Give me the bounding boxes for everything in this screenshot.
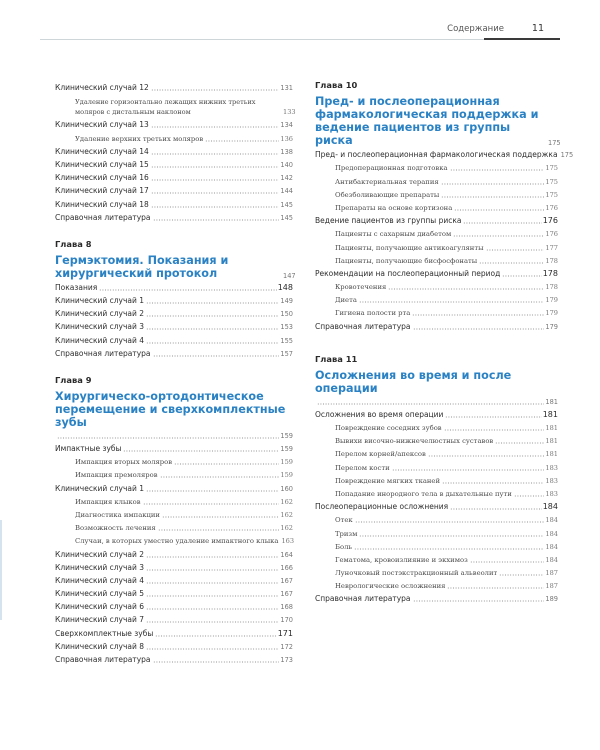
entry-title: Клинический случай 17 <box>55 186 149 196</box>
entry-title: Антибактериальная терапия <box>335 177 439 186</box>
entry-title: Послеоперационные осложнения <box>315 502 449 512</box>
entry-title: Клинический случай 3 <box>55 322 145 332</box>
toc-entry[interactable] <box>55 586 293 599</box>
toc-subentry[interactable] <box>55 507 293 520</box>
toc-entry[interactable] <box>55 332 293 345</box>
toc-subentry[interactable] <box>315 525 558 538</box>
page-ref: 167 <box>280 576 293 585</box>
leader-dots <box>454 209 544 211</box>
page-ref: 175 <box>545 177 558 186</box>
toc-column-right <box>315 80 574 604</box>
page-ref: 183 <box>545 476 558 485</box>
leader-dots <box>146 556 279 558</box>
toc-entry[interactable] <box>55 293 293 306</box>
leader-dots <box>355 521 545 523</box>
toc-subentry[interactable] <box>315 459 558 472</box>
page-ref: 175 <box>560 151 574 160</box>
entry-title: Клинический случай 6 <box>55 602 145 612</box>
chapter-8 <box>55 238 296 359</box>
toc-entry[interactable] <box>55 319 293 332</box>
leader-dots <box>174 463 279 465</box>
toc-list <box>315 407 558 605</box>
leader-dots <box>388 288 544 290</box>
leader-dots <box>153 355 280 357</box>
toc-entry[interactable] <box>55 441 293 454</box>
entry-title: Тризм <box>335 529 358 538</box>
page-ref: 178 <box>542 268 558 278</box>
chapter-title-row[interactable] <box>315 91 561 147</box>
chapter-title: Гермэктомия. Показания и хирургический протокол <box>55 253 229 280</box>
leader-dots <box>146 342 279 344</box>
entry-title: Сверхкомплектные зубы <box>55 628 154 638</box>
leader-dots <box>151 89 280 91</box>
toc-entry[interactable] <box>315 147 574 160</box>
toc-subentry[interactable] <box>315 420 558 433</box>
page-ref: 176 <box>545 203 558 212</box>
entry-title: Диагностика импакции <box>75 510 160 519</box>
page-ref: 173 <box>280 656 293 664</box>
toc-entry[interactable] <box>55 210 293 223</box>
page-ref: 184 <box>542 502 558 512</box>
page-ref: 159 <box>280 458 293 467</box>
leader-dots <box>486 249 545 251</box>
chapter-label: Глава 10 <box>315 80 358 90</box>
leader-dots <box>146 582 279 584</box>
entry-title: Клинический случай 7 <box>55 615 145 625</box>
leader-dots <box>162 516 279 518</box>
leader-dots <box>441 183 545 185</box>
leader-dots <box>441 196 544 198</box>
entry-title: Неврологические осложнения <box>335 582 446 591</box>
leader-dots <box>146 608 279 610</box>
leader-dots <box>151 126 280 128</box>
toc-entry[interactable] <box>315 591 558 604</box>
page-ref: 181 <box>545 397 558 406</box>
page-ref: 159 <box>280 431 293 440</box>
leader-dots <box>428 455 545 457</box>
chapter-9 <box>55 375 293 665</box>
toc-column-left <box>55 80 296 665</box>
entry-title: Повреждение мягких тканей <box>335 476 440 485</box>
entry-title: Пред- и послеоперационная фармакологическая поддержка <box>315 150 558 160</box>
page-ref: 187 <box>545 569 558 578</box>
toc-subentry[interactable] <box>315 239 558 252</box>
toc-subentry[interactable] <box>315 279 558 292</box>
entry-title: Вывихи височно-нижнечелюстных суставов <box>335 437 494 446</box>
toc-entry[interactable] <box>55 157 293 170</box>
toc-entry[interactable] <box>55 346 293 359</box>
page-ref: 140 <box>280 160 293 169</box>
page-ref: 144 <box>280 187 293 196</box>
leader-dots <box>146 621 279 623</box>
toc-subentry[interactable] <box>315 486 558 499</box>
entry-title: Обезболивающие препараты <box>335 190 440 199</box>
leader-dots <box>158 529 280 531</box>
entry-title: Луночковый постэкстракционный альвеолит <box>335 569 498 578</box>
page-ref: 162 <box>280 497 293 506</box>
page-ref: 159 <box>280 471 293 480</box>
toc-list <box>55 441 293 665</box>
entry-title: Гигиена полости рта <box>335 309 411 318</box>
page-number: 11 <box>531 23 544 34</box>
entry-title: Справочная литература <box>315 594 411 604</box>
entry-title: Осложнения во время операции <box>315 409 444 419</box>
leader-dots <box>359 535 544 537</box>
toc-subentry[interactable] <box>315 539 558 552</box>
entry-title: Ведение пациентов из группы риска <box>315 216 462 226</box>
toc-entry[interactable] <box>55 183 293 196</box>
leader-dots <box>463 222 541 224</box>
leader-dots <box>151 166 280 168</box>
toc-subentry[interactable] <box>315 433 558 446</box>
toc-entry[interactable] <box>55 546 293 559</box>
entry-title: Справочная литература <box>55 348 151 358</box>
page-ref: 162 <box>280 524 293 533</box>
toc-subentry[interactable] <box>55 130 293 143</box>
leader-dots <box>442 482 544 484</box>
page-ref: 178 <box>545 283 558 292</box>
leader-dots <box>146 315 279 317</box>
entry-title: Случаи, в которых уместно удаление импактного клыка <box>75 537 279 546</box>
leader-dots <box>146 648 279 650</box>
entry-title: Предоперационная подготовка <box>335 164 448 173</box>
entry-title: Повреждение соседних зубов <box>335 424 442 432</box>
entry-title: Импакция вторых моляров <box>75 458 173 467</box>
leader-dots <box>151 206 280 208</box>
page-ref: 184 <box>545 542 558 551</box>
toc-list-continued <box>55 80 296 223</box>
leader-dots <box>146 569 279 571</box>
page-ref: 187 <box>545 582 558 591</box>
toc-entry[interactable] <box>315 407 558 420</box>
page-ref: 177 <box>545 243 558 252</box>
toc-subentry[interactable] <box>55 93 296 117</box>
page-ref: 160 <box>280 484 293 493</box>
toc-subentry[interactable] <box>55 533 293 546</box>
page-ref: 155 <box>280 336 293 345</box>
leader-dots <box>57 437 279 439</box>
entry-title: Клинический случай 15 <box>55 159 149 169</box>
entry-title: Рекомендации на послеоперационный период <box>315 268 501 278</box>
entry-title: Пациенты, получающие бисфосфонаты <box>335 256 478 265</box>
toc-subentry[interactable] <box>315 253 558 266</box>
leader-dots <box>470 561 545 563</box>
toc-entry[interactable] <box>315 499 558 512</box>
page-ref: 184 <box>545 529 558 538</box>
toc-subentry[interactable] <box>315 512 558 525</box>
toc-subentry[interactable] <box>315 552 558 565</box>
entry-title: Справочная литература <box>55 655 151 664</box>
leader-dots <box>502 275 541 277</box>
leader-dots <box>205 140 279 142</box>
entry-title: Боль <box>335 542 353 551</box>
leader-dots <box>499 574 544 576</box>
leader-dots <box>146 328 279 330</box>
toc-list <box>55 280 293 359</box>
entry-title: Клинический случай 12 <box>55 83 149 93</box>
toc-subentry[interactable] <box>315 305 558 318</box>
page-ref: 181 <box>545 437 558 446</box>
leader-dots <box>143 503 280 505</box>
toc-entry[interactable] <box>55 306 293 319</box>
entry-title: Попадание инородного тела в дыхательные пути <box>335 489 512 498</box>
entry-title: Удаление горизонтально лежащих нижних третьих моляров с дистальным наклоном <box>75 98 256 117</box>
toc-subentry[interactable] <box>315 160 558 173</box>
leader-dots <box>392 469 545 471</box>
chapter-title[interactable]: Хирургическо-ортодонтическое перемещение и сверхкомплектные зубы <box>55 389 286 429</box>
page-ref: 179 <box>545 296 558 305</box>
page-ref: 148 <box>277 282 293 292</box>
entry-title: Импакция клыков <box>75 497 141 506</box>
entry-title: Клинический случай 8 <box>55 641 145 651</box>
toc-subentry[interactable] <box>315 578 558 591</box>
toc-subentry[interactable] <box>315 173 558 186</box>
toc-entry[interactable] <box>55 612 293 625</box>
leader-dots <box>317 403 544 405</box>
page-ref: 171 <box>277 628 293 638</box>
page-ref: 162 <box>280 510 293 519</box>
leader-dots <box>412 314 544 316</box>
entry-title: Справочная литература <box>315 321 411 331</box>
toc-subentry[interactable] <box>55 467 293 480</box>
header-rule <box>484 38 560 40</box>
page-ref: 164 <box>280 550 293 559</box>
page-ref: 175 <box>545 164 558 173</box>
leader-dots <box>160 476 280 478</box>
page-ref: 181 <box>545 450 558 459</box>
page-ref: 168 <box>280 603 293 612</box>
chapter-10 <box>315 80 574 332</box>
toc-subentry[interactable] <box>315 473 558 486</box>
entry-title: Клинический случай 18 <box>55 199 149 209</box>
entry-title: Справочная литература <box>55 212 151 222</box>
page-ref: 134 <box>280 121 293 130</box>
toc-entry[interactable] <box>55 573 293 586</box>
chapter-label: Глава 11 <box>315 353 358 364</box>
page-ref: 153 <box>280 323 293 332</box>
toc-subentry[interactable] <box>315 200 558 213</box>
entry-title: Возможность лечения <box>75 524 156 533</box>
entry-title: Клинический случай 5 <box>55 589 145 599</box>
page-ref: 157 <box>280 349 293 358</box>
leader-dots <box>450 169 545 171</box>
leader-dots <box>495 442 544 444</box>
entry-title: Кровотечения <box>335 283 387 292</box>
leader-dots <box>444 429 545 431</box>
toc-entry[interactable] <box>55 625 293 638</box>
page-ref: 176 <box>542 216 558 226</box>
toc-subentry[interactable] <box>315 446 558 459</box>
toc-entry[interactable] <box>55 80 293 93</box>
entry-title: Клинический случай 4 <box>55 335 145 345</box>
entry-title: Перелом корней/апексов <box>335 450 426 459</box>
page-ref: 149 <box>280 297 293 306</box>
page-ref: 142 <box>280 174 293 183</box>
toc-entry[interactable] <box>55 280 293 293</box>
page-ref: 181 <box>545 424 558 432</box>
page-ref: 147 <box>283 271 296 280</box>
page-ref: 175 <box>545 190 558 199</box>
leader-dots <box>453 235 544 237</box>
page-edge-mark <box>0 520 2 620</box>
leader-dots <box>151 192 280 194</box>
leader-dots <box>479 262 544 264</box>
entry-title: Клинический случай 1 <box>55 483 145 493</box>
chapter-page-row <box>315 395 558 407</box>
toc-subentry[interactable] <box>55 494 293 507</box>
leader-dots <box>99 289 276 291</box>
entry-title: Пациенты, получающие антикоагулянты <box>335 243 484 252</box>
entry-title: Пациенты с сахарным диабетом <box>335 230 452 239</box>
page-ref: 179 <box>545 322 558 331</box>
chapter-title: Пред- и послеоперационная фармакологическая поддержка и ведение пациентов из группы риска <box>315 95 539 147</box>
toc-entry[interactable] <box>55 599 293 612</box>
toc-entry[interactable] <box>55 639 293 652</box>
entry-title: Отек <box>335 516 353 525</box>
entry-title: Перелом кости <box>335 463 390 472</box>
page-ref: 181 <box>542 409 558 419</box>
leader-dots <box>413 600 545 602</box>
page-ref: 176 <box>545 230 558 239</box>
page-ref: 131 <box>280 84 293 93</box>
section-title: Содержание <box>447 24 504 34</box>
toc-entry[interactable] <box>315 213 558 226</box>
chapter-11 <box>315 354 558 605</box>
page-ref: 179 <box>545 309 558 318</box>
toc-subentry[interactable] <box>315 187 558 200</box>
chapter-page-row <box>55 429 293 441</box>
chapter-label: Глава 8 <box>55 238 92 249</box>
leader-dots <box>153 661 280 663</box>
page-ref: 184 <box>545 516 558 525</box>
leader-dots <box>146 595 279 597</box>
entry-title: Клинический случай 1 <box>55 296 145 306</box>
toc-subentry[interactable] <box>55 454 293 467</box>
entry-title: Клинический случай 3 <box>55 562 145 572</box>
toc-entry[interactable] <box>55 117 293 130</box>
leader-dots <box>445 416 541 418</box>
page-ref: 150 <box>280 310 293 319</box>
toc-entry[interactable] <box>55 652 293 665</box>
leader-dots <box>155 635 276 637</box>
entry-title: Клинический случай 13 <box>55 120 149 130</box>
toc-subentry[interactable] <box>315 565 558 578</box>
leader-dots <box>450 508 542 510</box>
leader-dots <box>151 179 280 181</box>
entry-title: Импакция премоляров <box>75 471 158 480</box>
page-ref: 183 <box>545 463 558 472</box>
toc-subentry[interactable] <box>55 520 293 533</box>
page-ref: 138 <box>280 147 293 156</box>
entry-title: Диета <box>335 296 357 305</box>
leader-dots <box>413 328 545 330</box>
page-ref: 163 <box>281 537 295 546</box>
toc-subentry[interactable] <box>315 292 558 305</box>
toc-entry[interactable] <box>55 560 293 573</box>
leader-dots <box>146 490 279 492</box>
page-ref: 166 <box>280 563 293 572</box>
page-ref: 184 <box>545 555 558 564</box>
entry-title: Клинический случай 14 <box>55 146 149 156</box>
entry-title: Импактные зубы <box>55 444 122 453</box>
leader-dots <box>359 301 545 303</box>
leader-dots <box>153 219 280 221</box>
entry-title: Клинический случай 2 <box>55 309 145 319</box>
leader-dots <box>146 302 279 304</box>
page-ref: 133 <box>283 108 296 117</box>
page-ref: 170 <box>280 616 293 625</box>
leader-dots <box>447 587 544 589</box>
page-ref: 159 <box>280 445 293 453</box>
toc-entry[interactable] <box>315 266 558 279</box>
leader-dots <box>123 450 279 452</box>
running-header <box>40 23 560 40</box>
page-ref: 145 <box>280 213 293 222</box>
page-ref: 136 <box>280 134 293 143</box>
entry-title: Препараты на основе кортизона <box>335 203 453 212</box>
page-ref: 178 <box>545 256 558 265</box>
entry-title: Клинический случай 2 <box>55 549 145 559</box>
page-ref: 145 <box>280 200 293 209</box>
leader-dots <box>514 495 545 497</box>
chapter-label: Глава 9 <box>55 374 92 385</box>
toc-entry[interactable] <box>55 170 293 183</box>
toc-subentry[interactable] <box>315 226 558 239</box>
page-ref: 172 <box>280 642 293 651</box>
toc-list <box>315 147 574 332</box>
page-ref: 167 <box>280 590 293 599</box>
page-ref: 183 <box>545 489 558 498</box>
entry-title: Показания <box>55 282 98 292</box>
toc-entry[interactable] <box>55 144 293 157</box>
page-ref: 189 <box>545 595 558 604</box>
chapter-title[interactable]: Осложнения во время и после операции <box>315 368 512 395</box>
toc-entry[interactable] <box>55 196 293 209</box>
entry-title: Гематома, кровоизлияние и экхимоз <box>335 555 468 564</box>
leader-dots <box>354 548 544 550</box>
chapter-title-row[interactable] <box>55 250 296 280</box>
entry-title: Клинический случай 16 <box>55 173 149 183</box>
leader-dots <box>151 153 280 155</box>
page-ref: 175 <box>548 139 561 147</box>
entry-title: Клинический случай 4 <box>55 575 145 585</box>
toc-entry[interactable] <box>315 318 558 331</box>
entry-title: Удаление верхних третьих моляров <box>75 134 204 143</box>
toc-entry[interactable] <box>55 480 293 493</box>
